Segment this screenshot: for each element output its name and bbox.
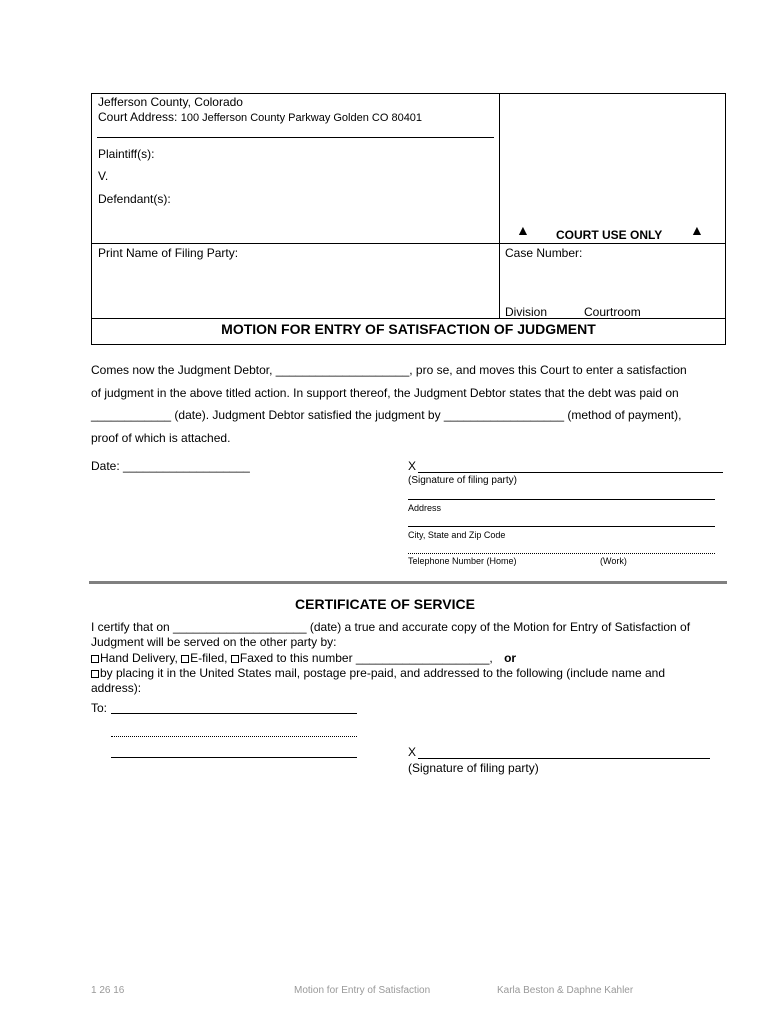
caption-left-border xyxy=(91,93,92,345)
to-line-3[interactable] xyxy=(111,757,357,758)
section-divider xyxy=(89,581,727,584)
to-line-1[interactable] xyxy=(111,713,357,714)
mail-option xyxy=(91,666,665,680)
case-number-label: Case Number: xyxy=(505,246,583,260)
caption-mid-border xyxy=(91,243,726,244)
versus-label: V. xyxy=(98,169,109,183)
faxed-checkbox[interactable] xyxy=(231,655,239,663)
certificate-title: CERTIFICATE OF SERVICE xyxy=(295,596,475,612)
court-address xyxy=(98,110,422,124)
court-address-value: 100 Jefferson County Parkway Golden CO 80401 xyxy=(180,112,423,124)
hand-delivery-label: Hand Delivery, xyxy=(100,651,178,665)
plaintiff-label: Plaintiff(s): xyxy=(98,147,155,161)
address-label: Address xyxy=(408,503,442,513)
city-label: City, State and Zip Code xyxy=(408,530,506,540)
triangle-left-icon: ▲ xyxy=(516,222,530,238)
county-name: Jefferson County, Colorado xyxy=(98,95,243,109)
telephone-line[interactable] xyxy=(408,553,715,554)
caption-top-border xyxy=(91,93,726,94)
motion-line-2: of judgment in the above titled action. In support thereof, the Judgment Debtor states that the debt was paid on xyxy=(91,386,679,400)
footer-date: 1 26 16 xyxy=(91,985,125,996)
print-name-label: Print Name of Filing Party: xyxy=(98,246,239,260)
efiled-label: E-filed, xyxy=(190,651,228,665)
footer-authors: Karla Beston & Daphne Kahler xyxy=(497,985,634,996)
motion-line-3: ____________ (date). Judgment Debtor satisfied the judgment by __________________ (method of payment), xyxy=(91,408,682,422)
court-use-only: COURT USE ONLY xyxy=(556,228,663,242)
defendant-label: Defendant(s): xyxy=(98,192,171,206)
mail-checkbox[interactable] xyxy=(91,670,99,678)
signature-line[interactable] xyxy=(418,472,723,473)
signature-x: X xyxy=(408,459,417,473)
certificate-signature-line[interactable] xyxy=(418,758,710,759)
efiled-checkbox[interactable] xyxy=(181,655,189,663)
work-label: (Work) xyxy=(600,556,627,566)
hand-delivery-checkbox[interactable] xyxy=(91,655,99,663)
title-bottom-border xyxy=(91,344,726,345)
address-underline xyxy=(97,137,494,138)
to-label: To: xyxy=(91,701,108,715)
faxed-label: Faxed to this number ____________________, xyxy=(239,651,493,665)
mail-line-2: address): xyxy=(91,681,142,695)
footer-doc-name: Motion for Entry of Satisfaction xyxy=(294,985,431,996)
service-options xyxy=(91,651,516,665)
certificate-signature-x: X xyxy=(408,745,417,759)
city-line[interactable] xyxy=(408,526,715,527)
motion-line-4: proof of which is attached. xyxy=(91,431,231,445)
telephone-label: Telephone Number (Home) xyxy=(408,556,517,566)
address-line[interactable] xyxy=(408,499,715,500)
or-label: or xyxy=(504,651,517,665)
certificate-line-2: Judgment will be served on the other party by: xyxy=(91,635,337,649)
date-field[interactable]: Date: ___________________ xyxy=(91,459,250,473)
motion-title: MOTION FOR ENTRY OF SATISFACTION OF JUDGMENT xyxy=(221,321,596,337)
motion-line-1: Comes now the Judgment Debtor, ____________________, pro se, and moves this Court to enter a satisfaction xyxy=(91,363,687,377)
caption-right-border xyxy=(725,93,726,345)
triangle-right-icon: ▲ xyxy=(690,222,704,238)
mail-label: by placing it in the United States mail, postage pre-paid, and addressed to the following (include name and xyxy=(100,666,666,680)
certificate-line-1: I certify that on ____________________ (date) a true and accurate copy of the Motion for Entry of Satisfaction of xyxy=(91,620,691,634)
court-address-label: Court Address: xyxy=(98,110,178,124)
division-label: Division xyxy=(505,305,548,319)
certificate-signature-label: (Signature of filing party) xyxy=(408,761,539,775)
signature-label: (Signature of filing party) xyxy=(408,475,517,486)
to-line-2[interactable] xyxy=(111,736,357,737)
courtroom-label: Courtroom xyxy=(584,305,641,319)
caption-center-divider xyxy=(499,93,500,319)
